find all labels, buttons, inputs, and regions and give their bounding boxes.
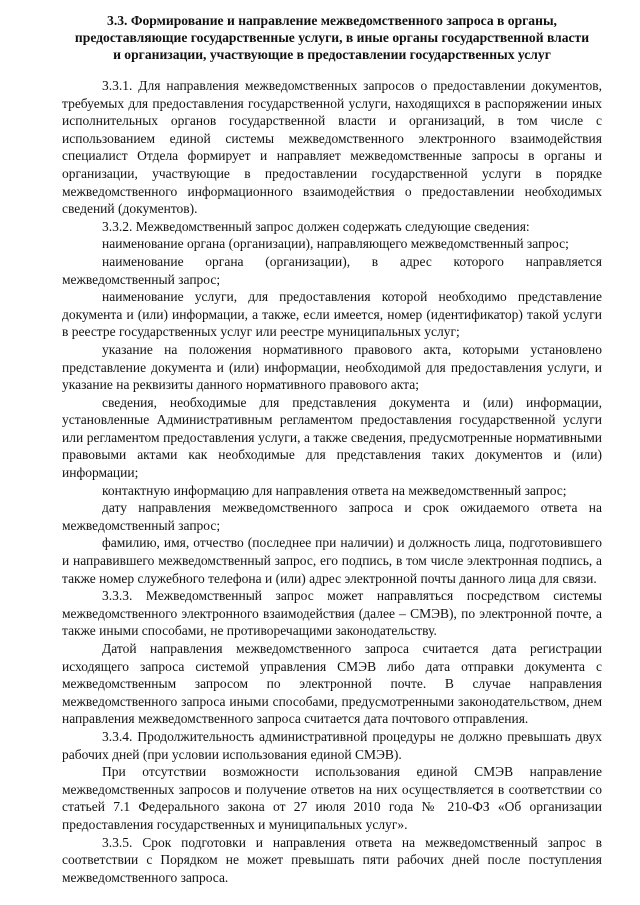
paragraph-3-3-3: 3.3.3. Межведомственный запрос может направляться посредством системы межведомственного электронного взаимодействия (далее – СМЭВ), по электронной почте, а также иными способами, не противоречащими законодательству. bbox=[62, 588, 602, 639]
list-item-required-info: сведения, необходимые для представления документа и (или) информации, установленные Административным регламентом предоставления государственной услуги или регламентом предоставления услуги, а также сведения, предусмотренные нормативными правовыми актами как необходимые для представления таких документов и (или) информации; bbox=[62, 394, 602, 481]
paragraph-no-smev: При отсутствии возможности использования единой СМЭВ направление межведомственных запросов и получение ответов на них осуществляется в соответствии со статьей 7.1 Федерального закона от 27 июля 2010 года № 210-ФЗ «Об организации предоставления государственных и муниципальных услуг». bbox=[62, 764, 602, 832]
list-item-date-and-deadline: дату направления межведомственного запроса и срок ожидаемого ответа на межведомственный запрос; bbox=[62, 500, 602, 533]
paragraph-3-3-1: 3.3.1. Для направления межведомственных запросов о предоставлении документов, требуемых для предоставления государственной услуги, находящихся в распоряжении иных исполнительных органов государственной власти и организаций, в том числе с использованием единой системы межведомственного электронного взаимодействия специалист Отдела формирует и направляет межведомственные запросы в органы и организации, участвующие в предоставлении государственной услуги в порядке межведомственного информационного взаимодействия о предоставлении необходимых сведений (документов). bbox=[62, 78, 602, 217]
paragraph-3-3-2: 3.3.2. Межведомственный запрос должен содержать следующие сведения: bbox=[102, 218, 530, 234]
heading-line: 3.3. Формирование и направление межведомственного запроса в органы, bbox=[107, 13, 557, 28]
section-heading bbox=[62, 12, 602, 63]
paragraph-3-3-5: 3.3.5. Срок подготовки и направления ответа на межведомственный запрос в соответствии с Порядком не может превышать пяти рабочих дней после поступления межведомственного запроса. bbox=[62, 834, 602, 885]
list-item-service-name: наименование услуги, для предоставления которой необходимо представление документа и (или) информации, а также, если имеется, номер (идентификатор) такой услуги в реестре государственных услуг или реестре муниципальных услуг; bbox=[62, 289, 602, 340]
paragraph-request-date: Датой направления межведомственного запроса считается дата регистрации исходящего запроса системой управления СМЭВ либо дата отправки документа с межведомственным запросом по электронной почте. В случае направления межведомственного запроса иными способами, предусмотренными законодательством, днем направления межведомственного запроса считается дата почтового отправления. bbox=[62, 641, 602, 727]
paragraph-3-3-4: 3.3.4. Продолжительность административной процедуры не должно превышать двух рабочих дней (при условии использования единой СМЭВ). bbox=[62, 728, 602, 762]
heading-line: предоставляющие государственные услуги, в иные органы государственной власти bbox=[74, 30, 590, 45]
list-item-requesting-body: наименование органа (организации), направляющего межведомственный запрос; bbox=[102, 236, 569, 252]
list-item-legal-act: указание на положения нормативного правового акта, которыми установлено представление документа и (или) информации, необходимой для предоставления услуги, и указание на реквизиты данного нормативного правового акта; bbox=[62, 341, 602, 393]
heading-line: и организации, участвующие в предоставлении государственных услуг bbox=[113, 47, 551, 62]
document-page bbox=[62, 12, 602, 886]
list-item-responsible-person: фамилию, имя, отчество (последнее при наличии) и должность лица, подготовившего и направившего межведомственный запрос, его подпись, в том числе электронная подпись, а также номер служебного телефона и (или) адрес электронной почты данного лица для связи. bbox=[62, 535, 602, 586]
list-item-recipient-body: наименование органа (организации), в адрес которого направляется межведомственный запрос; bbox=[62, 253, 602, 287]
list-item-contact-info: контактную информацию для направления ответа на межведомственный запрос; bbox=[102, 482, 567, 498]
